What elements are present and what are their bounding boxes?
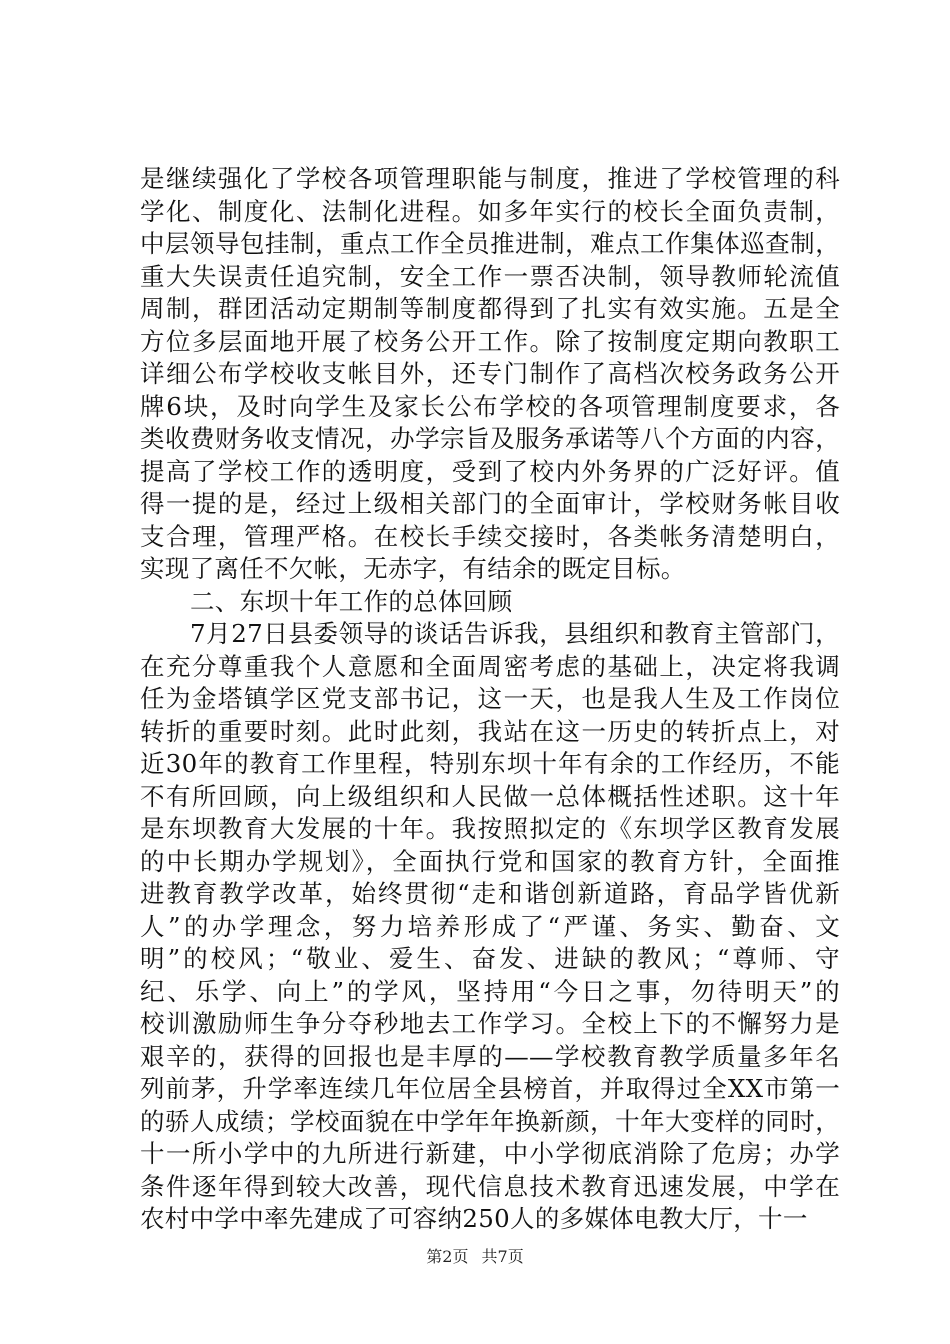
- text-line: 近30年的教育工作里程，特别东坝十年有余的工作经历，不能: [140, 749, 840, 778]
- text-line: 转折的重要时刻。此时此刻，我站在这一历史的转折点上，对: [140, 716, 840, 746]
- text-line: 得一提的是，经过上级相关部门的全面审计，学校财务帐目收: [140, 489, 840, 518]
- text-line: 纪、乐学、向上”的学风，坚持用“今日之事，勿待明天”的: [140, 976, 840, 1006]
- text-line: 详细公布学校收支帐目外，还专门制作了高档次校务政务公开: [140, 359, 840, 388]
- body-text: [140, 163, 840, 1236]
- text-line: 校训激励师生争分夺秒地去工作学习。全校上下的不懈努力是: [140, 1009, 840, 1038]
- text-line: 明”的校风；“敬业、爱生、奋发、进缺的教风；“尊师、守: [140, 944, 840, 973]
- text-line: 的中长期办学规划》，全面执行党和国家的教育方针，全面推: [140, 846, 840, 876]
- text-line: 类收费财务收支情况，办学宗旨及服务承诺等八个方面的内容，: [140, 424, 840, 453]
- page-footer: [0, 1244, 950, 1267]
- text-line: 进教育教学改革，始终贯彻“走和谐创新道路，育品学皆优新: [140, 879, 840, 908]
- text-line: 重大失误责任追究制，安全工作一票否决制，领导教师轮流值: [140, 261, 840, 291]
- section-heading: 二、东坝十年工作的总体回顾: [190, 586, 513, 616]
- page-number: 第2页: [426, 1247, 469, 1266]
- text-line: 方位多层面地开展了校务公开工作。除了按制度定期向教职工: [140, 326, 840, 356]
- text-line: 任为金塔镇学区党支部书记，这一天，也是我人生及工作岗位: [140, 684, 840, 713]
- page-total: 共7页: [481, 1247, 524, 1266]
- text-line: 在充分尊重我个人意愿和全面周密考虑的基础上，决定将我调: [140, 651, 840, 681]
- text-line: 提高了学校工作的透明度，受到了校内外务界的广泛好评。值: [140, 456, 840, 486]
- text-line: 7月27日县委领导的谈话告诉我，县组织和教育主管部门，: [190, 619, 840, 648]
- text-line: 中层领导包挂制，重点工作全员推进制，难点工作集体巡查制，: [140, 229, 840, 258]
- text-line: 的骄人成绩；学校面貌在中学年年换新颜，十年大变样的同时，: [140, 1106, 840, 1136]
- text-line: 周制，群团活动定期制等制度都得到了扎实有效实施。五是全: [140, 294, 840, 323]
- paragraph-management-system: [140, 163, 840, 586]
- paragraph-ten-year-review: [140, 618, 840, 1236]
- text-line: 艰辛的，获得的回报也是丰厚的——学校教育教学质量多年名: [140, 1041, 840, 1071]
- text-line: 是继续强化了学校各项管理职能与制度，推进了学校管理的科: [140, 164, 840, 193]
- text-line: 十一所小学中的九所进行新建，中小学彻底消除了危房；办学: [140, 1139, 840, 1168]
- text-line: 人”的办学理念，努力培养形成了“严谨、务实、勤奋、文: [140, 911, 840, 941]
- text-line: 列前茅，升学率连续几年位居全县榜首，并取得过全XX市第一: [140, 1074, 840, 1103]
- text-line: 不有所回顾，向上级组织和人民做一总体概括性述职。这十年: [140, 781, 840, 811]
- text-line: 实现了离任不欠帐，无赤字，有结余的既定目标。: [140, 554, 686, 583]
- text-line: 牌6块，及时向学生及家长公布学校的各项管理制度要求，各: [140, 391, 840, 421]
- text-line: 是东坝教育大发展的十年。我按照拟定的《东坝学区教育发展: [140, 814, 840, 843]
- text-line: 条件逐年得到较大改善，现代信息技术教育迅速发展，中学在: [140, 1171, 840, 1201]
- text-line: 学化、制度化、法制化进程。如多年实行的校长全面负责制，: [140, 196, 840, 226]
- text-line: 农村中学中率先建成了可容纳250人的多媒体电教大厅，十一: [140, 1204, 808, 1233]
- text-line: 支合理，管理严格。在校长手续交接时，各类帐务清楚明白，: [140, 521, 840, 551]
